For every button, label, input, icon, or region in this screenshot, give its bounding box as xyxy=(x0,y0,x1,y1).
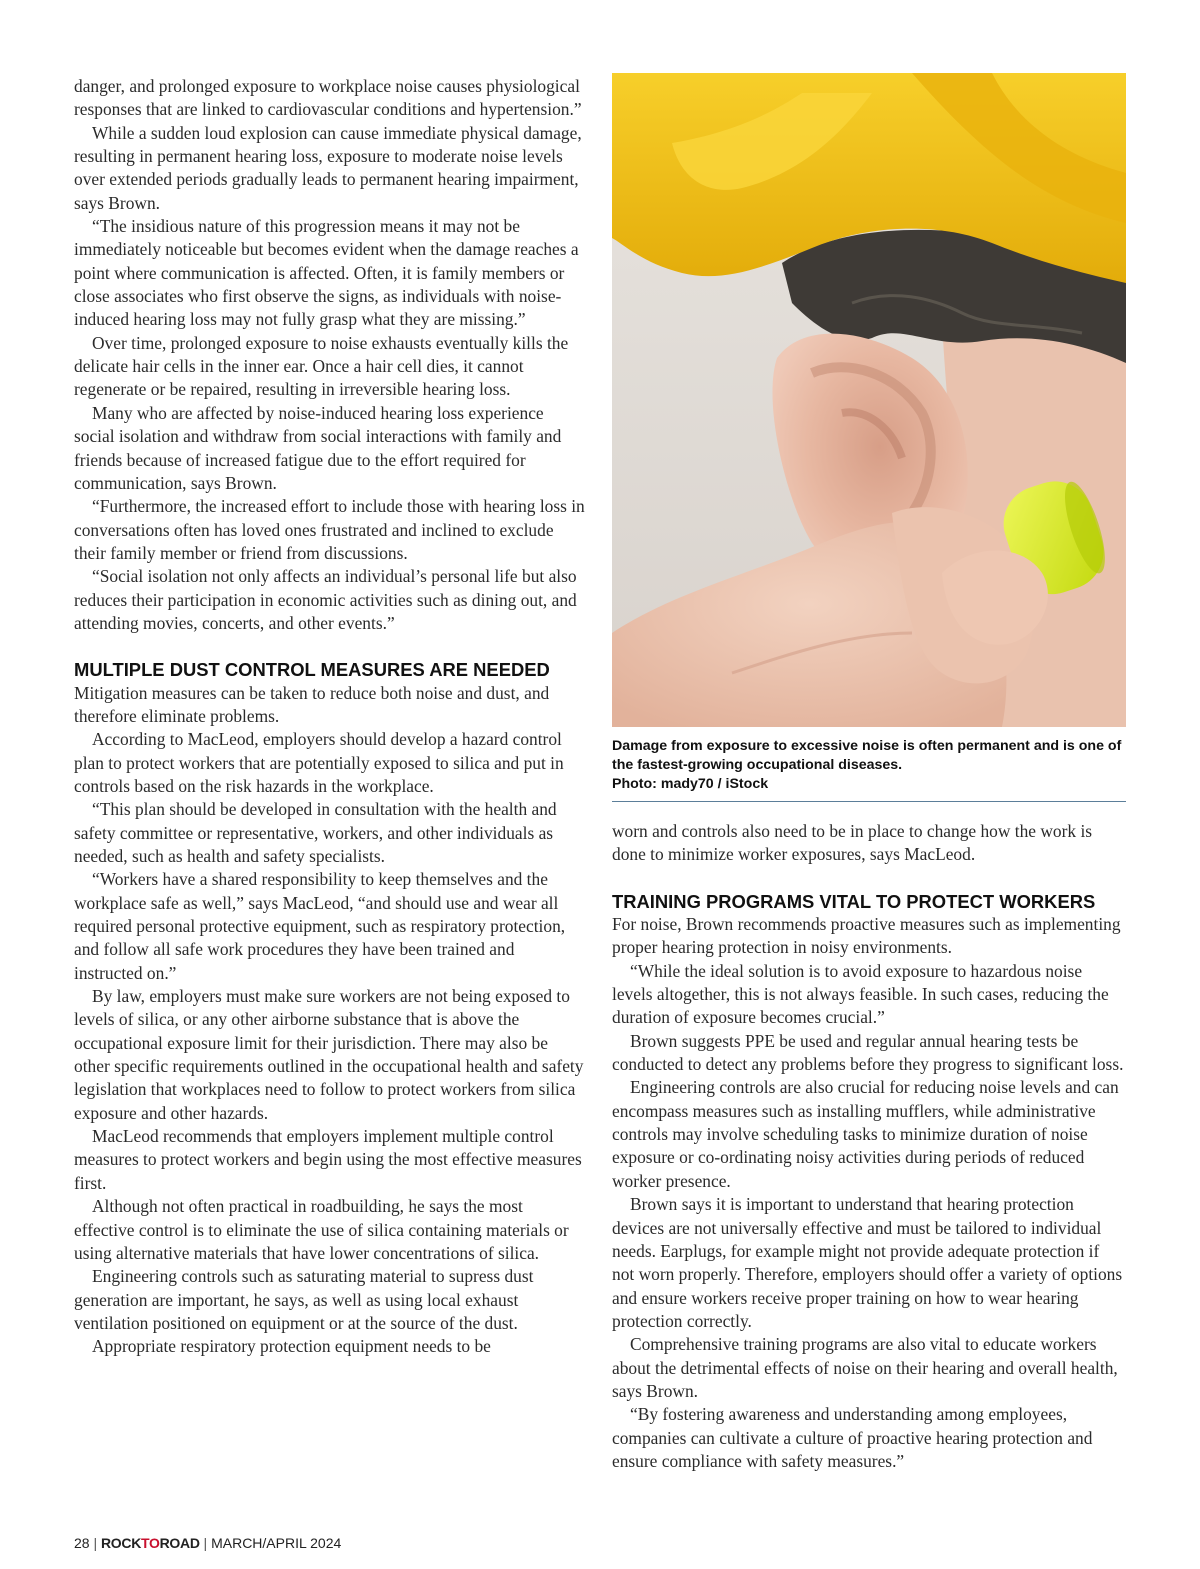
left-paragraphs-top xyxy=(74,75,586,635)
paragraph: MacLeod recommends that employers implement multiple control measures to protect workers and begin using the most effective measures first. xyxy=(74,1126,582,1193)
paragraph: Although not often practical in roadbuilding, he says the most effective control is to eliminate the use of silica containing materials or using alternative materials that have lower concentrations of silica. xyxy=(74,1196,569,1263)
paragraph: Brown says it is important to understand that hearing protection devices are not universally effective and must be tailored to individual needs. Earplugs, for example might not provide adequate protection if not worn properly. Therefore, employers should offer a variety of options and ensure workers receive proper training on how to wear hearing protection correctly. xyxy=(612,1194,1123,1331)
paragraph: Engineering controls are also crucial for reducing noise levels and can encompass measures such as installing mufflers, while administrative controls may involve scheduling tasks to minimize duration of noise exposure or co-ordinating noisy activities during periods of reduced worker presence. xyxy=(612,1077,1119,1191)
paragraph: “This plan should be developed in consultation with the health and safety committee or representative, workers, and other individuals as needed, such as health and safety specialists. xyxy=(74,799,557,866)
logo-rock: ROCK xyxy=(101,1535,142,1551)
caption-text: Damage from exposure to excessive noise is often permanent and is one of the fastest-growing occupational diseases. xyxy=(612,738,1122,773)
paragraph: “Workers have a shared responsibility to keep themselves and the workplace safe as well,” says MacLeod, “and should use and wear all required personal protective equipment, such as respiratory protection, and follow all safe work procedures they have been trained and instructed on.” xyxy=(74,869,566,983)
page-number: 28 xyxy=(74,1535,90,1551)
section-heading-training: TRAINING PROGRAMS VITAL TO PROTECT WORKERS xyxy=(612,890,1096,912)
paragraph: Comprehensive training programs are also vital to educate workers about the detrimental effects of noise on their hearing and overall health, says Brown. xyxy=(612,1334,1118,1401)
paragraph: For noise, Brown recommends proactive measures such as implementing proper hearing protection in noisy environments. xyxy=(612,914,1121,958)
paragraph: According to MacLeod, employers should develop a hazard control plan to protect workers that are potentially exposed to silica and put in controls based on the risk hazards in the workplace. xyxy=(74,729,564,796)
paragraph: Brown suggests PPE be used and regular annual hearing tests be conducted to detect any problems before they progress to significant loss. xyxy=(612,1030,1124,1075)
paragraph: “The insidious nature of this progression means it may not be immediately noticeable but becomes evident when the damage reaches a point where communication is affected. Often, it is family members or close associates who first observe the signs, as individuals with noise-induced hearing loss may not fully grasp what they are missing.” xyxy=(74,216,579,330)
earplug-photo xyxy=(612,73,1126,727)
paragraph: Appropriate respiratory protection equipment needs to be xyxy=(92,1336,491,1357)
paragraph: Mitigation measures can be taken to reduce both noise and dust, and therefore eliminate problems. xyxy=(74,682,550,726)
paragraph: “Social isolation not only affects an individual’s personal life but also reduces their participation in economic activities such as dining out, and attending movies, concerts, and other events.” xyxy=(74,566,577,633)
magazine-logo xyxy=(101,1535,200,1551)
left-column xyxy=(74,75,586,1359)
footer-separator-2: | xyxy=(203,1535,208,1551)
right-paragraphs-top xyxy=(612,820,1124,867)
right-column xyxy=(612,820,1124,1473)
paragraph: Engineering controls such as saturating material to supress dust generation are important, he says, as well as using local exhaust ventilation positioned on equipment or at the source of the dust. xyxy=(74,1266,534,1333)
paragraph: While a sudden loud explosion can cause immediate physical damage, resulting in permanent hearing loss, exposure to moderate noise levels over extended periods gradually leads to permanent hearing impairment, says Brown. xyxy=(74,122,582,213)
photo-caption xyxy=(612,737,1126,794)
logo-to: TO xyxy=(141,1535,160,1551)
paragraph: danger, and prolonged exposure to workplace noise causes physiological responses that are linked to cardiovascular conditions and hypertension.” xyxy=(74,76,582,120)
paragraph: Over time, prolonged exposure to noise exhausts eventually kills the delicate hair cells in the inner ear. Once a hair cell dies, it cannot regenerate or be repaired, resulting in irreversible hearing loss. xyxy=(74,332,569,400)
paragraph: “While the ideal solution is to avoid exposure to hazardous noise levels altogether, this is not always feasible. In such cases, reducing the duration of exposure becomes crucial.” xyxy=(612,960,1109,1028)
paragraph: “By fostering awareness and understanding among employees, companies can cultivate a culture of proactive hearing protection and ensure compliance with safety measures.” xyxy=(612,1404,1093,1471)
photo-credit: Photo: mady70 / iStock xyxy=(612,776,769,792)
paragraph: By law, employers must make sure workers are not being exposed to levels of silica, or any other airborne substance that is above the occupational exposure limit for their jurisdiction. There may also be other specific requirements outlined in the occupational health and safety legislation that workplaces need to follow to protect workers from silica exposure and other hazards. xyxy=(74,986,584,1123)
issue-date: MARCH/APRIL 2024 xyxy=(211,1535,342,1551)
section-spacer xyxy=(612,867,1124,890)
footer-separator: | xyxy=(93,1535,98,1551)
paragraph: Many who are affected by noise-induced hearing loss experience social isolation and withdraw from social interactions with family and friends because of increased fatigue due to the effort required for communication, says Brown. xyxy=(74,402,562,493)
page-footer xyxy=(74,1535,341,1551)
paragraph: worn and controls also need to be in place to change how the work is done to minimize worker exposures, says MacLeod. xyxy=(612,821,1093,865)
right-paragraphs-bottom xyxy=(612,913,1124,1473)
left-paragraphs-bottom xyxy=(74,682,586,1359)
section-heading-dust: MULTIPLE DUST CONTROL MEASURES ARE NEEDED xyxy=(74,659,550,681)
caption-divider xyxy=(612,801,1126,802)
logo-road: ROAD xyxy=(159,1535,200,1551)
paragraph: “Furthermore, the increased effort to include those with hearing loss in conversations often has loved ones frustrated and inclined to exclude their family member or friend from discussions. xyxy=(74,496,585,563)
